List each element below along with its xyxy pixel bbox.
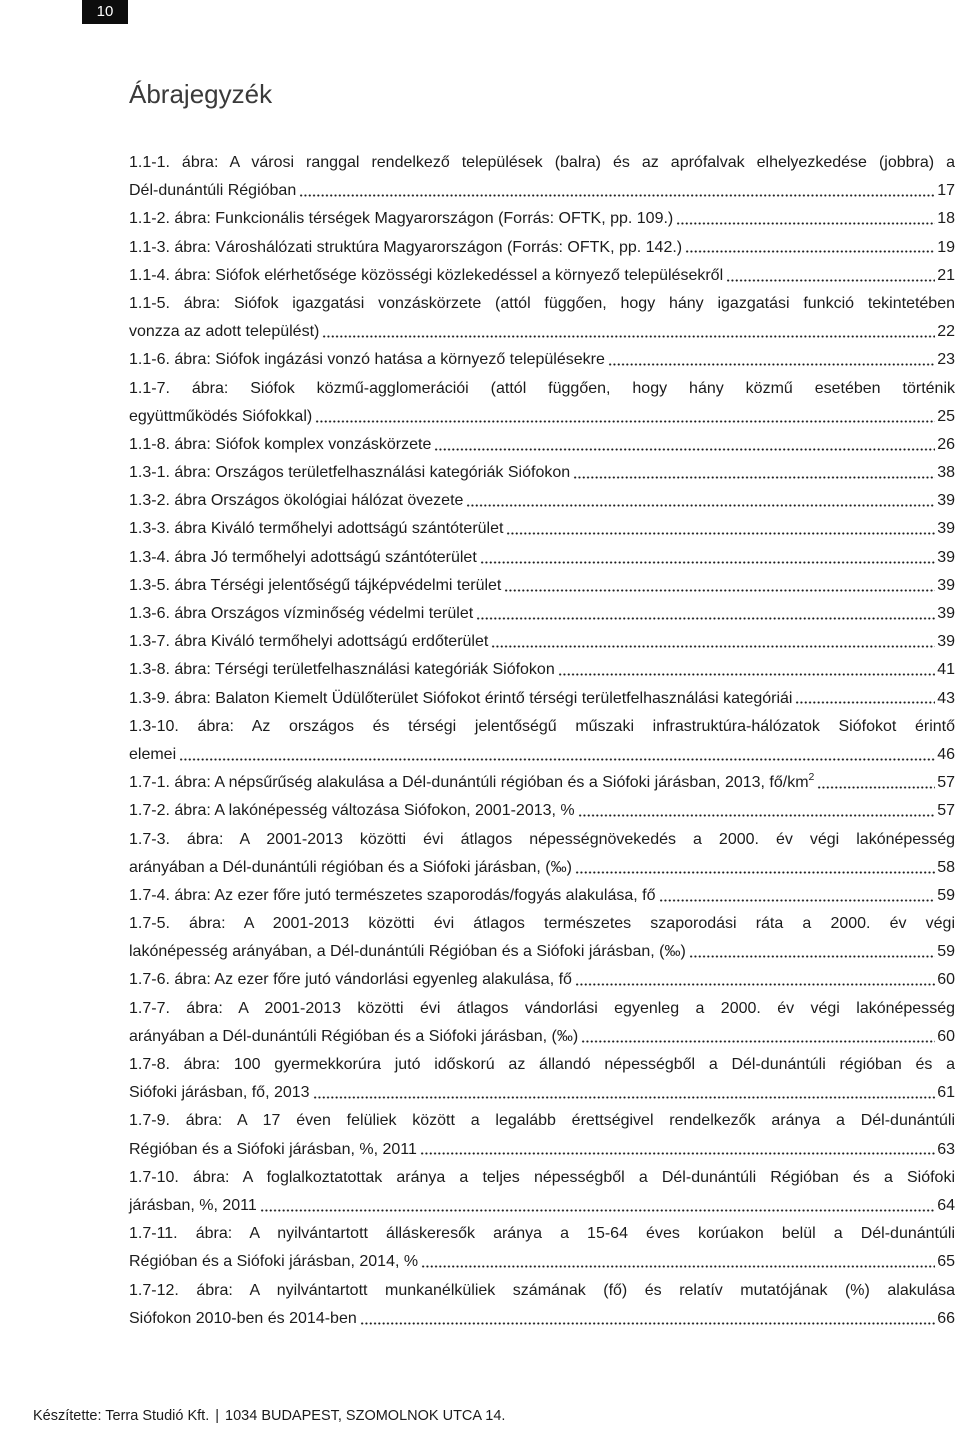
figure-entry-page-number: 58 <box>937 858 955 876</box>
page-title: Ábrajegyzék <box>129 79 273 109</box>
figure-entry-title-text: 1.3-6. ábra Országos vízminőség védelmi terület <box>129 605 474 622</box>
figure-entry[interactable] <box>129 826 955 882</box>
leader-dots <box>794 685 935 713</box>
figure-entry[interactable] <box>129 431 955 459</box>
figure-entry-last-line <box>129 205 955 233</box>
figure-entry-last-line <box>129 177 955 205</box>
superscript: 2 <box>808 771 815 784</box>
figure-entry[interactable] <box>129 515 955 543</box>
figure-entry[interactable] <box>129 1220 955 1276</box>
figure-entry[interactable] <box>129 1277 955 1333</box>
leader-dots <box>675 205 935 233</box>
leader-dots <box>577 797 936 825</box>
leader-dots <box>574 854 935 882</box>
figure-entry-title-end <box>129 685 792 713</box>
leader-dots <box>259 1192 935 1220</box>
figure-entry-title-end <box>129 600 473 628</box>
figure-entry-title-text: 1.7-1. ábra: A népsűrűség alakulása a Dél-dunántúli régióban és a Siófoki járásban, 2013, fő/km <box>129 774 809 792</box>
figure-entry[interactable] <box>129 656 955 684</box>
figure-entry-last-line <box>129 346 955 374</box>
figure-entry-page-number: 23 <box>937 351 955 369</box>
figure-entry[interactable] <box>129 346 955 374</box>
leader-dots <box>574 966 935 994</box>
figure-entry-page-number: 39 <box>937 576 955 594</box>
figure-entry-page-number: 41 <box>937 661 955 679</box>
figure-entry-title-text: Dél-dunántúli Régióban <box>129 182 297 200</box>
page-footer <box>33 1407 505 1425</box>
figure-entry-last-line <box>129 459 955 487</box>
figure-entry-title-text: Siófoki járásban, fő, 2013 <box>129 1084 310 1102</box>
figure-entry-title-end <box>129 769 814 797</box>
leader-dots <box>359 1305 935 1333</box>
figure-entry-last-line <box>129 1023 955 1051</box>
figure-entry-page-number: 64 <box>937 1196 955 1214</box>
figure-entry-title-text: 1.1-8. ábra: Siófok komplex vonzáskörzete <box>129 435 432 453</box>
figure-entry-title-end <box>129 966 572 994</box>
figure-entry-title-text: 1.3-4. ábra Jó termőhelyi adottságú szántóterület <box>129 548 477 566</box>
figure-entry-page-number: 59 <box>937 886 955 904</box>
figure-entry[interactable] <box>129 685 955 713</box>
figure-entry-last-line <box>129 318 955 346</box>
figure-entry-last-line <box>129 938 955 966</box>
figure-entry-title-end <box>129 741 176 769</box>
figure-entry[interactable] <box>129 149 955 205</box>
figure-entry[interactable] <box>129 205 955 233</box>
leader-dots <box>312 1079 936 1107</box>
figure-entry[interactable] <box>129 1107 955 1163</box>
figure-entry-last-line <box>129 403 955 431</box>
figure-entry[interactable] <box>129 910 955 966</box>
figure-entry[interactable] <box>129 713 955 769</box>
figure-entry[interactable] <box>129 628 955 656</box>
figure-entry-title-line: 1.7-12. ábra: A nyilvántartott munkanélküliek számának (fő) és relatív mutatójának (%) alakulása <box>129 1281 955 1299</box>
figure-entry-page-number: 46 <box>937 745 955 763</box>
figure-entry-title-text: 1.3-7. ábra Kiváló termőhelyi adottságú erdőterület <box>129 633 489 651</box>
figure-entry-page-number: 57 <box>937 802 955 820</box>
leader-dots <box>572 459 935 487</box>
figure-entry-title-end <box>129 656 555 684</box>
figure-entry-title-text: Régióban és a Siófoki járásban, %, 2011 <box>129 1140 417 1158</box>
figure-entry-title-end <box>129 262 723 290</box>
leader-dots <box>684 234 935 262</box>
leader-dots <box>479 544 935 572</box>
figure-entry-title-text: 1.3-9. ábra: Balaton Kiemelt Üdülőterület Siófokot érintő térségi területfelhasználási kategóriái <box>129 689 793 707</box>
figure-entry-title-end <box>129 1192 257 1220</box>
figure-entry[interactable] <box>129 572 955 600</box>
figure-entry[interactable] <box>129 544 955 572</box>
figure-entry-title-text: 1.1-3. ábra: Városhálózati struktúra Magyarországon (Forrás: OFTK, pp. 142.) <box>129 238 683 256</box>
leader-dots <box>725 262 935 290</box>
figure-entry-title-text: Siófokon 2010-ben és 2014-ben <box>129 1309 357 1327</box>
leader-dots <box>475 600 935 628</box>
figure-entry-title-end <box>129 938 686 966</box>
figure-entry-page-number: 19 <box>937 238 955 256</box>
figure-entry-page-number: 57 <box>937 774 955 792</box>
figure-entry-last-line <box>129 854 955 882</box>
figure-entry-last-line <box>129 515 955 543</box>
figure-entry[interactable] <box>129 459 955 487</box>
figure-entry-last-line <box>129 234 955 262</box>
figure-entry-page-number: 65 <box>937 1253 955 1271</box>
figure-entry-title-line: 1.1-7. ábra: Siófok közmű-agglomerációi (attól függően, hogy hány közmű esetében történik <box>129 379 955 397</box>
figure-entry-page-number: 59 <box>937 943 955 961</box>
figure-entry-title-text: 1.3-2. ábra Országos ökológiai hálózat övezete <box>129 492 464 510</box>
figure-entry-title-end <box>129 177 296 205</box>
figure-entry-title-end <box>129 1023 578 1051</box>
figure-entry-page-number: 39 <box>937 548 955 566</box>
figure-entry-title-text: lakónépesség arányában, a Dél-dunántúli Régióban és a Siófoki járásban, (‰) <box>129 943 686 961</box>
leader-dots <box>465 487 935 515</box>
footer-separator: | <box>215 1408 220 1424</box>
figure-entry-title-end <box>129 572 501 600</box>
leader-dots <box>557 656 935 684</box>
figure-entry[interactable] <box>129 797 955 825</box>
figure-entry-title-end <box>129 544 477 572</box>
figure-entry[interactable] <box>129 966 955 994</box>
leader-dots <box>433 431 935 459</box>
figure-entry-page-number: 18 <box>937 210 955 228</box>
figure-entry-title-line: 1.7-8. ábra: 100 gyermekkorúra jutó időskorú az állandó népességből a Dél-dunántúli régióban és a <box>129 1056 955 1073</box>
figure-entry-page-number: 39 <box>937 633 955 651</box>
figure-entry-title-end <box>129 234 682 262</box>
figure-entry-last-line <box>129 1192 955 1220</box>
figure-entry-title-end <box>129 882 656 910</box>
figure-entry[interactable] <box>129 290 955 346</box>
figure-entry-title-text: 1.3-1. ábra: Országos területfelhasználási kategóriák Siófokon <box>129 464 571 482</box>
figure-entry-title-text: arányában a Dél-dunántúli régióban és a Siófoki járásban, (‰) <box>129 858 572 876</box>
figure-entry-last-line <box>129 1305 955 1333</box>
figure-entry-title-line: 1.1-1. ábra: A városi ranggal rendelkező települések (balra) és az aprófalvak elhelyezkedése (jobbra) a <box>129 154 955 171</box>
figure-entry-title-text: 1.7-4. ábra: Az ezer főre jutó természetes szaporodás/fogyás alakulása, fő <box>129 886 656 904</box>
figure-entry[interactable] <box>129 487 955 515</box>
leader-dots <box>816 769 935 797</box>
leader-dots <box>658 882 936 910</box>
figure-list <box>129 149 955 1333</box>
figure-entry-last-line <box>129 487 955 515</box>
figure-entry-title-text: 1.7-6. ábra: Az ezer főre jutó vándorlási egyenleg alakulása, fő <box>129 971 572 989</box>
leader-dots <box>314 403 935 431</box>
figure-entry-title-end <box>129 797 575 825</box>
leader-dots <box>607 346 935 374</box>
figure-entry-title-line: 1.7-11. ábra: A nyilvántartott álláskeresők aránya a 15-64 éves korúakon belül a Dél-dunántúli <box>129 1225 955 1243</box>
figure-entry-page-number: 60 <box>937 971 955 989</box>
figure-entry[interactable] <box>129 995 955 1051</box>
leader-dots <box>503 572 935 600</box>
figure-entry-last-line <box>129 656 955 684</box>
leader-dots <box>420 1248 935 1276</box>
figure-entry-title-text: elemei <box>129 745 177 763</box>
figure-entry-title-text: 1.1-6. ábra: Siófok ingázási vonzó hatása a környező településekre <box>129 351 605 369</box>
figure-entry-title-end <box>129 346 605 374</box>
figure-entry-title-line: 1.7-5. ábra: A 2001-2013 közötti évi átlagos természetes szaporodási ráta a 2000. év végi <box>129 915 955 933</box>
figure-entry-page-number: 21 <box>937 266 955 284</box>
figure-entry-last-line <box>129 1136 955 1164</box>
figure-entry-page-number: 39 <box>937 520 955 538</box>
figure-entry-last-line <box>129 572 955 600</box>
footer-author: Készítette: Terra Studió Kft. <box>33 1408 210 1424</box>
figure-entry[interactable] <box>129 882 955 910</box>
figure-entry-page-number: 25 <box>937 407 955 425</box>
leader-dots <box>490 628 935 656</box>
figure-entry-last-line <box>129 741 955 769</box>
leader-dots <box>688 938 935 966</box>
figure-entry-title-line: 1.3-10. ábra: Az országos és térségi jelentőségű műszaki infrastruktúra-hálózatok Siófokot érintő <box>129 717 955 735</box>
figure-entry-page-number: 61 <box>937 1084 955 1102</box>
figure-entry-title-text: vonzza az adott települést) <box>129 323 320 341</box>
figure-entry-title-line: 1.7-3. ábra: A 2001-2013 közötti évi átlagos népességnövekedés a 2000. év végi lakónépesség <box>129 830 955 848</box>
figure-entry-title-text: 1.3-5. ábra Térségi jelentőségű tájképvédelmi terület <box>129 576 502 594</box>
figure-entry-last-line <box>129 431 955 459</box>
leader-dots <box>178 741 935 769</box>
figure-entry-page-number: 38 <box>937 464 955 482</box>
figure-entry-title-end <box>129 487 463 515</box>
figure-entry-page-number: 43 <box>937 689 955 707</box>
leader-dots <box>505 515 935 543</box>
figure-entry[interactable] <box>129 262 955 290</box>
figure-entry-last-line <box>129 1079 955 1107</box>
figure-entry-title-text: együttműködés Siófokkal) <box>129 407 313 425</box>
figure-entry-title-text: Régióban és a Siófoki járásban, 2014, % <box>129 1253 419 1271</box>
figure-entry-title-end <box>129 205 673 233</box>
figure-entry-last-line <box>129 544 955 572</box>
figure-entry-title-end <box>129 1079 310 1107</box>
figure-entry-page-number: 39 <box>937 492 955 510</box>
figure-entry-last-line <box>129 628 955 656</box>
figure-entry-last-line <box>129 1248 955 1276</box>
figure-entry-title-end <box>129 854 572 882</box>
figure-entry-title-line: 1.7-10. ábra: A foglalkoztatottak aránya a teljes népességből a Dél-dunántúli Régióban és a Siófoki <box>129 1168 955 1186</box>
leader-dots <box>419 1136 935 1164</box>
figure-entry-last-line <box>129 262 955 290</box>
figure-entry-page-number: 39 <box>937 605 955 622</box>
figure-entry-title-end <box>129 403 312 431</box>
figure-entry-title-text: arányában a Dél-dunántúli Régióban és a Siófoki járásban, (‰) <box>129 1027 579 1045</box>
figure-entry-last-line <box>129 769 955 797</box>
figure-entry[interactable] <box>129 234 955 262</box>
figure-entry[interactable] <box>129 600 955 628</box>
figure-entry-last-line <box>129 966 955 994</box>
figure-entry-title-text: 1.1-4. ábra: Siófok elérhetősége közösségi közlekedéssel a környező településekről <box>129 266 724 284</box>
figure-entry-title-text: 1.3-3. ábra Kiváló termőhelyi adottságú szántóterület <box>129 520 504 538</box>
figure-entry-title-line: 1.1-5. ábra: Siófok igazgatási vonzáskörzete (attól függően, hogy hány igazgatási funkció tekintetében <box>129 294 955 312</box>
figure-entry-title-text: 1.7-2. ábra: A lakónépesség változása Siófokon, 2001-2013, % <box>129 802 575 820</box>
figure-entry-title-end <box>129 1305 357 1333</box>
figure-entry-page-number: 26 <box>937 435 955 453</box>
leader-dots <box>298 177 935 205</box>
figure-entry-page-number: 66 <box>937 1309 955 1327</box>
figure-entry-title-end <box>129 459 570 487</box>
figure-entry-page-number: 22 <box>937 323 955 341</box>
figure-entry-title-end <box>129 1136 417 1164</box>
figure-entry-title-end <box>129 1248 418 1276</box>
figure-entry[interactable] <box>129 1164 955 1220</box>
figure-entry-title-end <box>129 628 488 656</box>
figure-entry-page-number: 60 <box>937 1027 955 1045</box>
figure-entry-title-end <box>129 318 319 346</box>
figure-entry-title-text: 1.1-2. ábra: Funkcionális térségek Magyarországon (Forrás: OFTK, pp. 109.) <box>129 210 674 228</box>
figure-entry-title-text: 1.3-8. ábra: Térségi területfelhasználási kategóriák Siófokon <box>129 661 555 679</box>
figure-entry-page-number: 17 <box>937 182 955 200</box>
figure-entry-title-line: 1.7-9. ábra: A 17 éven felüliek között a legalább érettségivel rendelkezők aránya a Dél-dunántúli <box>129 1112 955 1130</box>
leader-dots <box>580 1023 935 1051</box>
figure-entry-title-end <box>129 431 431 459</box>
figure-entry[interactable] <box>129 1051 955 1107</box>
figure-entry-title-end <box>129 515 503 543</box>
footer-address: 1034 BUDAPEST, SZOMOLNOK UTCA 14. <box>225 1408 506 1424</box>
figure-entry-title-line: 1.7-7. ábra: A 2001-2013 közötti évi átlagos vándorlási egyenleg a 2000. év végi lakónépesség <box>129 999 955 1017</box>
figure-entry-title-text: járásban, %, 2011 <box>129 1196 257 1214</box>
figure-entry[interactable] <box>129 375 955 431</box>
page-number-tab: 10 <box>82 0 128 24</box>
figure-entry-last-line <box>129 882 955 910</box>
figure-entry[interactable] <box>129 769 955 797</box>
figure-entry-page-number: 63 <box>937 1140 955 1158</box>
figure-entry-last-line <box>129 797 955 825</box>
leader-dots <box>321 318 935 346</box>
figure-entry-last-line <box>129 600 955 628</box>
figure-entry-last-line <box>129 685 955 713</box>
